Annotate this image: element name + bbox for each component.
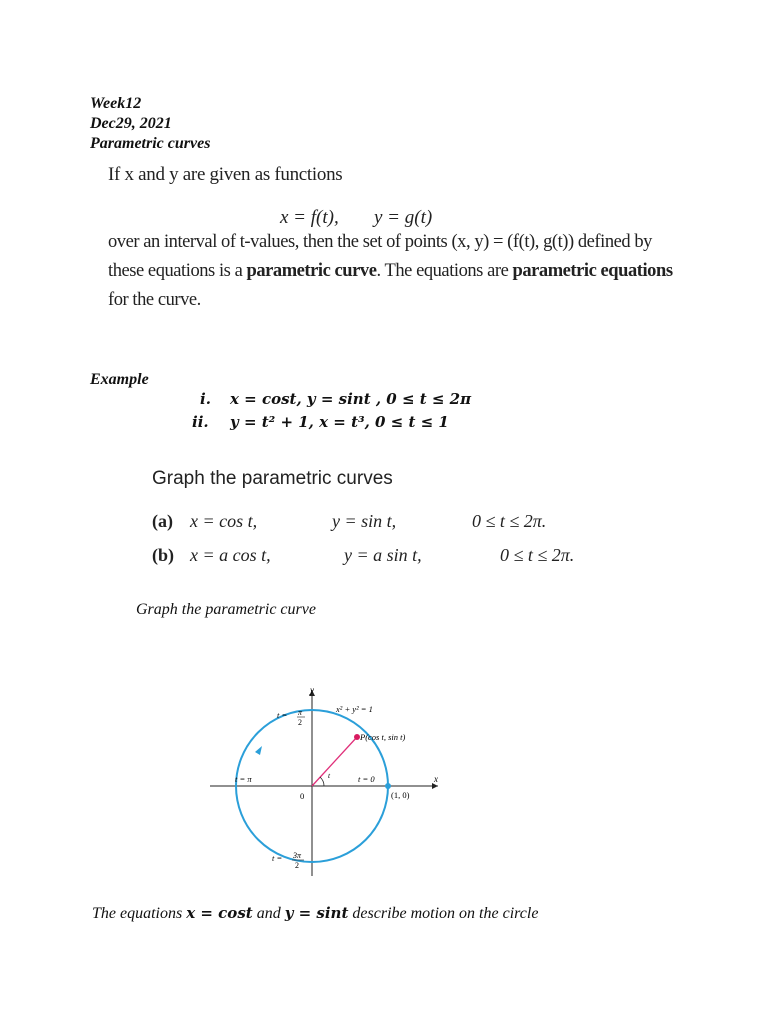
conclusion-y-eq: y = sint xyxy=(284,904,349,922)
point-p-label: P(cos t, sin t) xyxy=(360,732,406,742)
date-label: Dec29, 2021 xyxy=(90,115,172,132)
topic-title: Parametric curves xyxy=(90,135,211,152)
t-pi-label: t = π xyxy=(235,774,252,784)
circle-equation: x² + y² = 1 xyxy=(336,704,373,714)
t-3pi-over-2-label: t = xyxy=(272,853,283,863)
definition-intro: If x and y are given as functions xyxy=(108,164,343,185)
direction-arrow-icon xyxy=(255,746,262,755)
point-one-zero xyxy=(385,783,391,789)
conclusion-post: describe motion on the circle xyxy=(348,905,539,922)
angle-arc xyxy=(320,777,324,786)
radius-line xyxy=(312,737,357,786)
exercise-a-label: (a) xyxy=(152,511,173,531)
graph-caption: Graph the parametric curve xyxy=(136,601,316,618)
frac-top-1: π xyxy=(298,708,303,717)
definition-line-1: over an interval of t-values, then the set of points (x, y) = (f(t), g(t)) defined by xyxy=(108,232,652,252)
exercise-b-x: x = a cos t, xyxy=(190,545,271,565)
t-zero-label: t = 0 xyxy=(358,774,375,784)
definition-eq-x: x = f(t), xyxy=(280,207,339,228)
frac-top-2: 3π xyxy=(293,851,302,860)
exercise-title: Graph the parametric curves xyxy=(152,468,393,489)
definition-eq-y: y = g(t) xyxy=(374,207,433,228)
exercise-a-range: 0 ≤ t ≤ 2π. xyxy=(472,511,547,531)
definition-term-parametric-equations: parametric equations xyxy=(512,261,673,281)
example-ii-label: ii. xyxy=(192,413,209,431)
definition-line-3: for the curve. xyxy=(108,290,201,310)
example-ii-equation: y = t² + 1, x = t³, 0 ≤ t ≤ 1 xyxy=(230,413,449,431)
exercise-b-range: 0 ≤ t ≤ 2π. xyxy=(500,545,575,565)
exercise-a-x: x = cos t, xyxy=(190,511,258,531)
example-label: Example xyxy=(90,371,149,388)
conclusion-sentence xyxy=(92,904,538,923)
conclusion-x-eq: x = cost xyxy=(186,904,253,922)
conclusion-mid: and xyxy=(252,905,285,922)
point-one-zero-label: (1, 0) xyxy=(391,790,410,800)
x-axis-label: x xyxy=(434,774,438,784)
t-pi-over-2-label: t = xyxy=(277,710,288,720)
angle-label: t xyxy=(328,771,331,780)
origin-label: 0 xyxy=(300,791,305,801)
exercise-b-label: (b) xyxy=(152,545,174,565)
y-axis-label: y xyxy=(310,685,314,695)
example-i-label: i. xyxy=(200,390,211,408)
definition-line-2-mid: . The equations are xyxy=(376,261,513,281)
week-label: Week12 xyxy=(90,95,142,112)
unit-circle-figure xyxy=(200,680,450,880)
frac-bottom-2: 2 xyxy=(295,861,299,870)
exercise-a-y: y = sin t, xyxy=(332,511,397,531)
definition-line-2-pre: these equations is a xyxy=(108,261,247,281)
definition-line-2 xyxy=(108,261,673,282)
exercise-b-y: y = a sin t, xyxy=(344,545,422,565)
definition-term-parametric-curve: parametric curve xyxy=(246,261,377,281)
example-i-equation: x = cost, y = sint , 0 ≤ t ≤ 2π xyxy=(230,390,472,408)
conclusion-pre: The equations xyxy=(92,905,187,922)
frac-bottom-1: 2 xyxy=(298,718,302,727)
